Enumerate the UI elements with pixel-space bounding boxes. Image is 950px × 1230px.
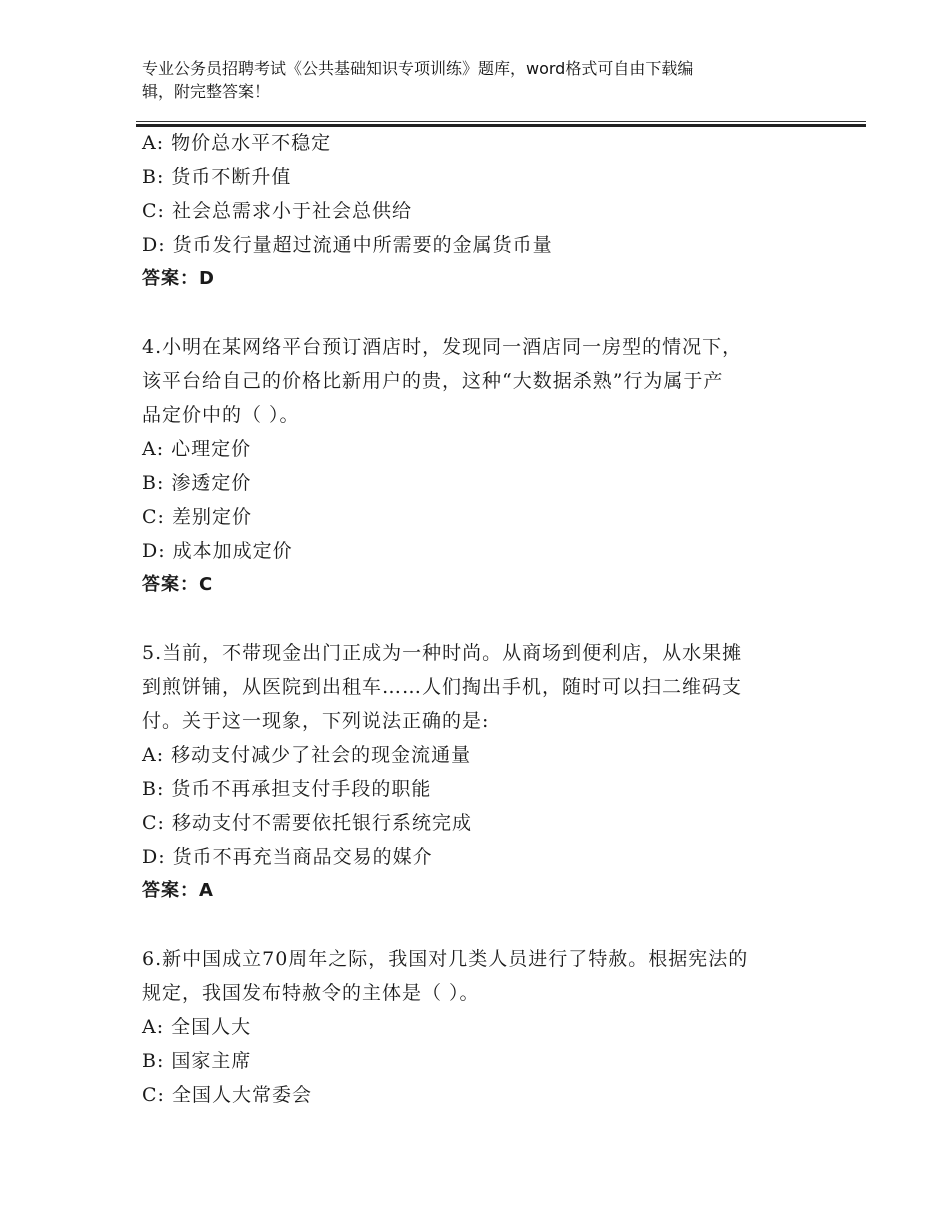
question-spacer: [142, 908, 822, 942]
question-6: [142, 942, 822, 1112]
option-b: B: 货币不再承担支付手段的职能: [142, 778, 432, 800]
option-a: A: 物价总水平不稳定: [142, 132, 332, 154]
question-stem-line: 付。关于这一现象，下列说法正确的是:: [142, 710, 490, 732]
header-line-2: 辑，附完整答案！: [142, 82, 271, 101]
option-c: C: 移动支付不需要依托银行系统完成: [142, 812, 472, 834]
question-stem-line: 该平台给自己的价格比新用户的贵，这种“大数据杀熟”行为属于产: [142, 370, 724, 392]
option-c: C: 全国人大常委会: [142, 1084, 312, 1106]
question-stem-line: 6.新中国成立70周年之际，我国对几类人员进行了特赦。根据宪法的: [142, 948, 749, 970]
question-3: [142, 126, 822, 296]
option-c: C: 差别定价: [142, 506, 252, 528]
answer-line: 答案：A: [142, 880, 214, 901]
question-4: [142, 330, 822, 602]
answer-line: 答案：D: [142, 268, 215, 289]
option-d: D: 货币不再充当商品交易的媒介: [142, 846, 433, 868]
option-b: B: 货币不断升值: [142, 166, 292, 188]
option-a: A: 全国人大: [142, 1016, 252, 1038]
question-list: [142, 126, 822, 1112]
document-header: [142, 57, 802, 103]
question-spacer: [142, 602, 822, 636]
answer-line: 答案：C: [142, 574, 214, 595]
option-a: A: 移动支付减少了社会的现金流通量: [142, 744, 472, 766]
question-stem-line: 5.当前，不带现金出门正成为一种时尚。从商场到便利店，从水果摊: [142, 642, 743, 664]
question-5: [142, 636, 822, 908]
option-d: D: 成本加成定价: [142, 540, 293, 562]
question-stem-line: 品定价中的（ ）。: [142, 404, 300, 426]
option-b: B: 渗透定价: [142, 472, 252, 494]
question-stem-line: 4.小明在某网络平台预订酒店时，发现同一酒店同一房型的情况下，: [142, 336, 743, 358]
question-stem-line: 规定，我国发布特赦令的主体是（ ）。: [142, 982, 480, 1004]
header-line-1: 专业公务员招聘考试《公共基础知识专项训练》题库，word格式可自由下载编: [142, 59, 694, 78]
option-b: B: 国家主席: [142, 1050, 252, 1072]
option-c: C: 社会总需求小于社会总供给: [142, 200, 412, 222]
option-a: A: 心理定价: [142, 438, 252, 460]
question-spacer: [142, 296, 822, 330]
option-d: D: 货币发行量超过流通中所需要的金属货币量: [142, 234, 553, 256]
question-stem-line: 到煎饼铺，从医院到出租车……人们掏出手机，随时可以扫二维码支: [142, 676, 743, 698]
header-rule-thin: [136, 121, 866, 122]
